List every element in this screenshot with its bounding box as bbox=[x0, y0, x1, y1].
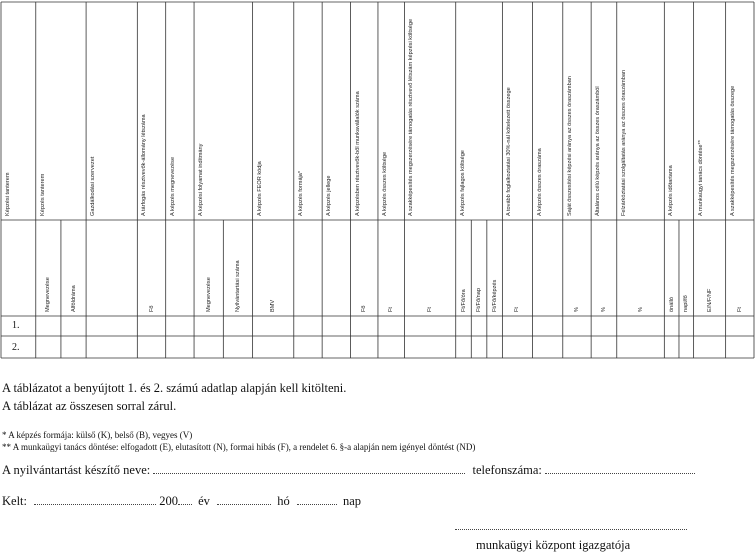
footnote-2: ** A munkaügyi tanács döntése: elfogadott (E), elutasított (N), formai hibás (F), a rendelet 6. §-a alapján nem igényel döntést (ND) bbox=[2, 442, 476, 452]
subcolumn-label-4-1: Fő bbox=[148, 305, 155, 312]
column-header-15: A képzés összes óraszáma bbox=[536, 148, 543, 216]
footnote-1: * A képzés formája: külső (K), belső (B), vegyes (V) bbox=[2, 430, 193, 440]
subcolumn-label-19-2: napi/fő bbox=[683, 295, 690, 312]
note-line-1: A táblázatot a benyújtott 1. és 2. számú adatlap alapján kell kitölteni. bbox=[2, 381, 347, 395]
subcolumn-label-2-1: Megnevezése bbox=[45, 277, 52, 312]
date-row bbox=[2, 494, 361, 509]
column-header-1: Képzési tanterem bbox=[5, 172, 11, 216]
subcolumn-label-6-2: Nyilvántartási száma bbox=[234, 260, 241, 312]
subcolumn-label-7-1: BMV bbox=[270, 299, 277, 312]
phone-label: telefonszáma: bbox=[472, 463, 542, 477]
day-label: nap bbox=[342, 494, 361, 508]
preparer-label: A nyilvántartást készítő neve: bbox=[2, 463, 151, 477]
subcolumn-label-11-1: Ft bbox=[388, 307, 395, 312]
column-header-12: A szakképesítés megszerzésére támogatás résztvevő létszám képzési költsége bbox=[408, 18, 415, 216]
column-header-3: Gazdálkodási szervezet bbox=[90, 156, 97, 216]
month-field[interactable] bbox=[217, 495, 271, 505]
year-label: év bbox=[198, 494, 210, 508]
signature-line[interactable] bbox=[455, 529, 687, 530]
column-header-21: A szakképesítés megszerzésére támogatás összege bbox=[729, 85, 736, 216]
subcolumn-label-21-1: Ft bbox=[736, 307, 743, 312]
column-header-19: A képzés időtartama bbox=[668, 165, 675, 216]
subcolumn-label-16-1: % bbox=[573, 307, 580, 312]
subcolumn-label-13-2: Ft/Fő/nap bbox=[476, 288, 483, 312]
column-header-16: Saját összesítési képzési aránya az összes óraszámban bbox=[566, 76, 573, 216]
row-number-1: 1. bbox=[12, 320, 20, 331]
note-line-2: A táblázat az összesen sorral zárul. bbox=[2, 399, 177, 413]
column-header-2: Képzés tanterem bbox=[39, 173, 46, 216]
subcolumn-label-12-1: Ft bbox=[427, 307, 434, 312]
column-header-14: A tovább foglalkoztatási 30%-nál kötelezett összege bbox=[506, 87, 513, 216]
subcolumn-label-14-1: Ft bbox=[514, 307, 521, 312]
subcolumn-label-10-1: Fő bbox=[361, 305, 368, 312]
column-header-8: A képzés formája* bbox=[297, 170, 304, 216]
subcolumn-label-17-1: % bbox=[600, 307, 607, 312]
subcolumn-label-20-1: E/N/F/NF bbox=[706, 288, 713, 312]
preparer-name-field[interactable] bbox=[153, 464, 465, 474]
column-header-4: A tárfogás résztvevők-állomány létszáma bbox=[141, 114, 148, 216]
column-header-20: A munkaügyi tanács döntése** bbox=[697, 140, 704, 216]
column-header-18: Felzárkóztatási szolgáltatás aránya az összes óraszámban bbox=[620, 69, 627, 216]
preparer-row bbox=[2, 463, 695, 478]
subcolumn-label-2-2: Alföldráma bbox=[70, 285, 77, 312]
signature-label: munkaügyi központ igazgatója bbox=[476, 538, 631, 552]
column-header-6: A képzési folyamat indítmány bbox=[198, 143, 205, 216]
place-field[interactable] bbox=[34, 495, 156, 505]
subcolumn-label-13-3: Ft/Fő/képzés bbox=[491, 279, 498, 312]
phone-field[interactable] bbox=[545, 464, 695, 474]
year-prefix: 200 bbox=[159, 494, 178, 508]
column-header-11: A képzés összes költsége bbox=[381, 151, 388, 216]
subcolumn-label-6-1: Megnevezése bbox=[205, 277, 212, 312]
month-label: hó bbox=[277, 494, 290, 508]
column-header-17: Általános célú képzés aránya az összes óraszámból bbox=[595, 86, 602, 216]
subcolumn-label-18-1: % bbox=[637, 307, 644, 312]
date-label: Kelt: bbox=[2, 494, 27, 508]
column-header-10: A képzésben résztvevők-ből munkavállalók száma bbox=[354, 91, 361, 216]
column-header-5: A képzés megnevezése bbox=[169, 156, 176, 216]
subcolumn-label-19-1: önálló bbox=[668, 297, 675, 312]
column-header-7: A képzés FEOR kódja bbox=[256, 161, 263, 216]
column-header-13: A képzés fajlagos költsége bbox=[459, 150, 466, 216]
year-field[interactable] bbox=[178, 495, 192, 505]
column-header-9: A képzés jellege bbox=[326, 175, 333, 216]
subcolumn-label-13-1: Ft/Fő/óra bbox=[460, 289, 467, 312]
day-field[interactable] bbox=[297, 495, 337, 505]
row-number-2: 2. bbox=[12, 342, 20, 353]
